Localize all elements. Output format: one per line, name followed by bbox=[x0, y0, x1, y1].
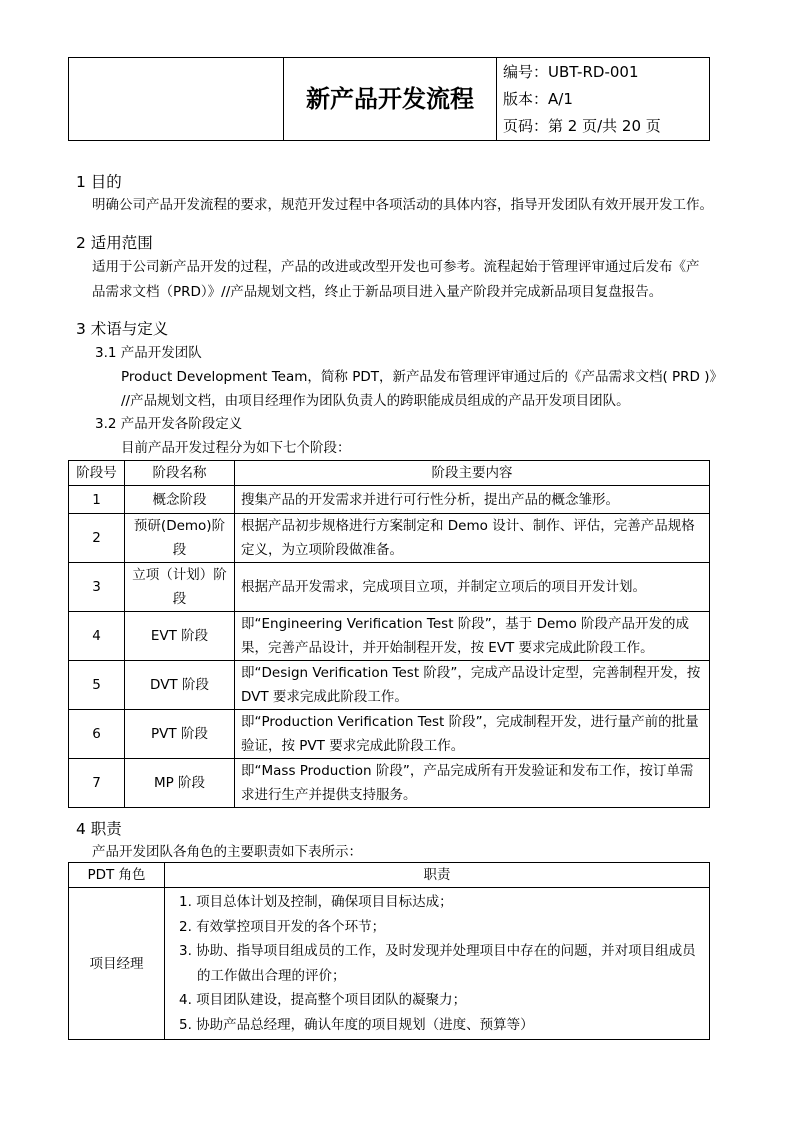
table-row bbox=[69, 759, 710, 808]
stage-name: DVT 阶段 bbox=[125, 661, 235, 710]
document-meta bbox=[497, 58, 710, 141]
document-title: 新产品开发流程 bbox=[284, 58, 497, 141]
document-version: 版本：A/1 bbox=[503, 89, 573, 108]
stage-content: 即“Design Verification Test 阶段”，完成产品设计定型，完善制程开发，按 DVT 要求完成此阶段工作。 bbox=[235, 661, 710, 710]
roles-table bbox=[68, 862, 710, 1040]
section-1-body: 明确公司产品开发流程的要求，规范开发过程中各项活动的具体内容，指导开发团队有效开展开发工作。 bbox=[92, 197, 713, 213]
document-page: 页码：第 2 页/共 20 页 bbox=[503, 116, 661, 135]
section-3-1-line1: Product Development Team，简称 PDT，新产品发布管理评审通过后的《产品需求文档( PRD )》 bbox=[121, 369, 724, 385]
stage-no: 5 bbox=[69, 661, 125, 710]
table-row bbox=[69, 888, 710, 1040]
stage-name: PVT 阶段 bbox=[125, 710, 235, 759]
stage-no: 1 bbox=[69, 486, 125, 514]
section-4-heading: 4 职责 bbox=[76, 820, 122, 838]
duty-item: 3. 协助、指导项目组成员的工作，及时发现并处理项目中存在的问题，并对项目组成员的工作做出合理的评价； bbox=[179, 943, 696, 984]
stage-no: 3 bbox=[69, 563, 125, 612]
table-row bbox=[69, 710, 710, 759]
stages-header-no: 阶段号 bbox=[69, 461, 125, 486]
section-2-line2: 品需求文档（PRD）》//产品规划文档，终止于新品项目进入量产阶段并完成新品项目复盘报告。 bbox=[92, 284, 663, 300]
document-code: 编号：UBT-RD-001 bbox=[503, 62, 639, 81]
table-row bbox=[69, 486, 710, 514]
duty-item: 4. 项目团队建设，提高整个项目团队的凝聚力； bbox=[179, 992, 467, 1008]
section-3-2-intro: 目前产品开发过程分为如下七个阶段： bbox=[121, 440, 351, 456]
duty-item: 1. 项目总体计划及控制，确保项目目标达成； bbox=[179, 894, 453, 910]
table-row bbox=[69, 661, 710, 710]
section-3-1-heading: 3.1 产品开发团队 bbox=[95, 345, 202, 361]
stage-no: 4 bbox=[69, 612, 125, 661]
stages-table bbox=[68, 460, 710, 808]
table-row bbox=[69, 563, 710, 612]
table-row bbox=[69, 612, 710, 661]
roles-header-duties: 职责 bbox=[165, 863, 710, 888]
stage-name: 立项（计划）阶段 bbox=[125, 563, 235, 612]
stages-header-name: 阶段名称 bbox=[125, 461, 235, 486]
stage-no: 7 bbox=[69, 759, 125, 808]
stages-header-content: 阶段主要内容 bbox=[235, 461, 710, 486]
section-4-intro: 产品开发团队各角色的主要职责如下表所示： bbox=[92, 844, 362, 860]
stage-content: 即“Production Verification Test 阶段”，完成制程开发，进行量产前的批量验证，按 PVT 要求完成此阶段工作。 bbox=[235, 710, 710, 759]
stage-no: 6 bbox=[69, 710, 125, 759]
duty-item: 5. 协助产品总经理，确认年度的项目规划（进度、预算等） bbox=[179, 1016, 534, 1033]
stage-no: 2 bbox=[69, 514, 125, 563]
document-header-table bbox=[68, 57, 710, 141]
stage-name: MP 阶段 bbox=[125, 759, 235, 808]
table-row bbox=[69, 514, 710, 563]
stage-content: 搜集产品的开发需求并进行可行性分析，提出产品的概念雏形。 bbox=[235, 486, 710, 514]
stage-content: 即“Mass Production 阶段”，产品完成所有开发验证和发布工作，按订单需求进行生产并提供支持服务。 bbox=[235, 759, 710, 808]
section-1-heading: 1 目的 bbox=[76, 173, 122, 191]
section-3-1-line2: //产品规划文档，由项目经理作为团队负责人的跨职能成员组成的产品开发项目团队。 bbox=[121, 393, 630, 409]
roles-header-role: PDT 角色 bbox=[69, 863, 165, 888]
stage-name: 预研(Demo)阶段 bbox=[125, 514, 235, 563]
duty-item: 2. 有效掌控项目开发的各个环节； bbox=[179, 918, 386, 935]
section-2-heading: 2 适用范围 bbox=[76, 234, 153, 252]
stage-content: 根据产品开发需求，完成项目立项，并制定立项后的项目开发计划。 bbox=[235, 563, 710, 612]
logo-cell bbox=[69, 58, 284, 141]
stage-content: 根据产品初步规格进行方案制定和 Demo 设计、制作、评估，完善产品规格定义，为立项阶段做准备。 bbox=[235, 514, 710, 563]
role-name: 项目经理 bbox=[69, 888, 165, 1040]
section-3-heading: 3 术语与定义 bbox=[76, 320, 169, 338]
section-2-line1: 适用于公司新产品开发的过程，产品的改进或改型开发也可参考。流程起始于管理评审通过后发布《产 bbox=[92, 259, 700, 275]
stage-name: EVT 阶段 bbox=[125, 612, 235, 661]
stage-name: 概念阶段 bbox=[125, 486, 235, 514]
stage-content: 即“Engineering Verification Test 阶段”，基于 Demo 阶段产品开发的成果，完善产品设计，并开始制程开发，按 EVT 要求完成此阶段工作。 bbox=[235, 612, 710, 661]
role-duties bbox=[165, 888, 710, 1040]
section-3-2-heading: 3.2 产品开发各阶段定义 bbox=[95, 416, 243, 432]
